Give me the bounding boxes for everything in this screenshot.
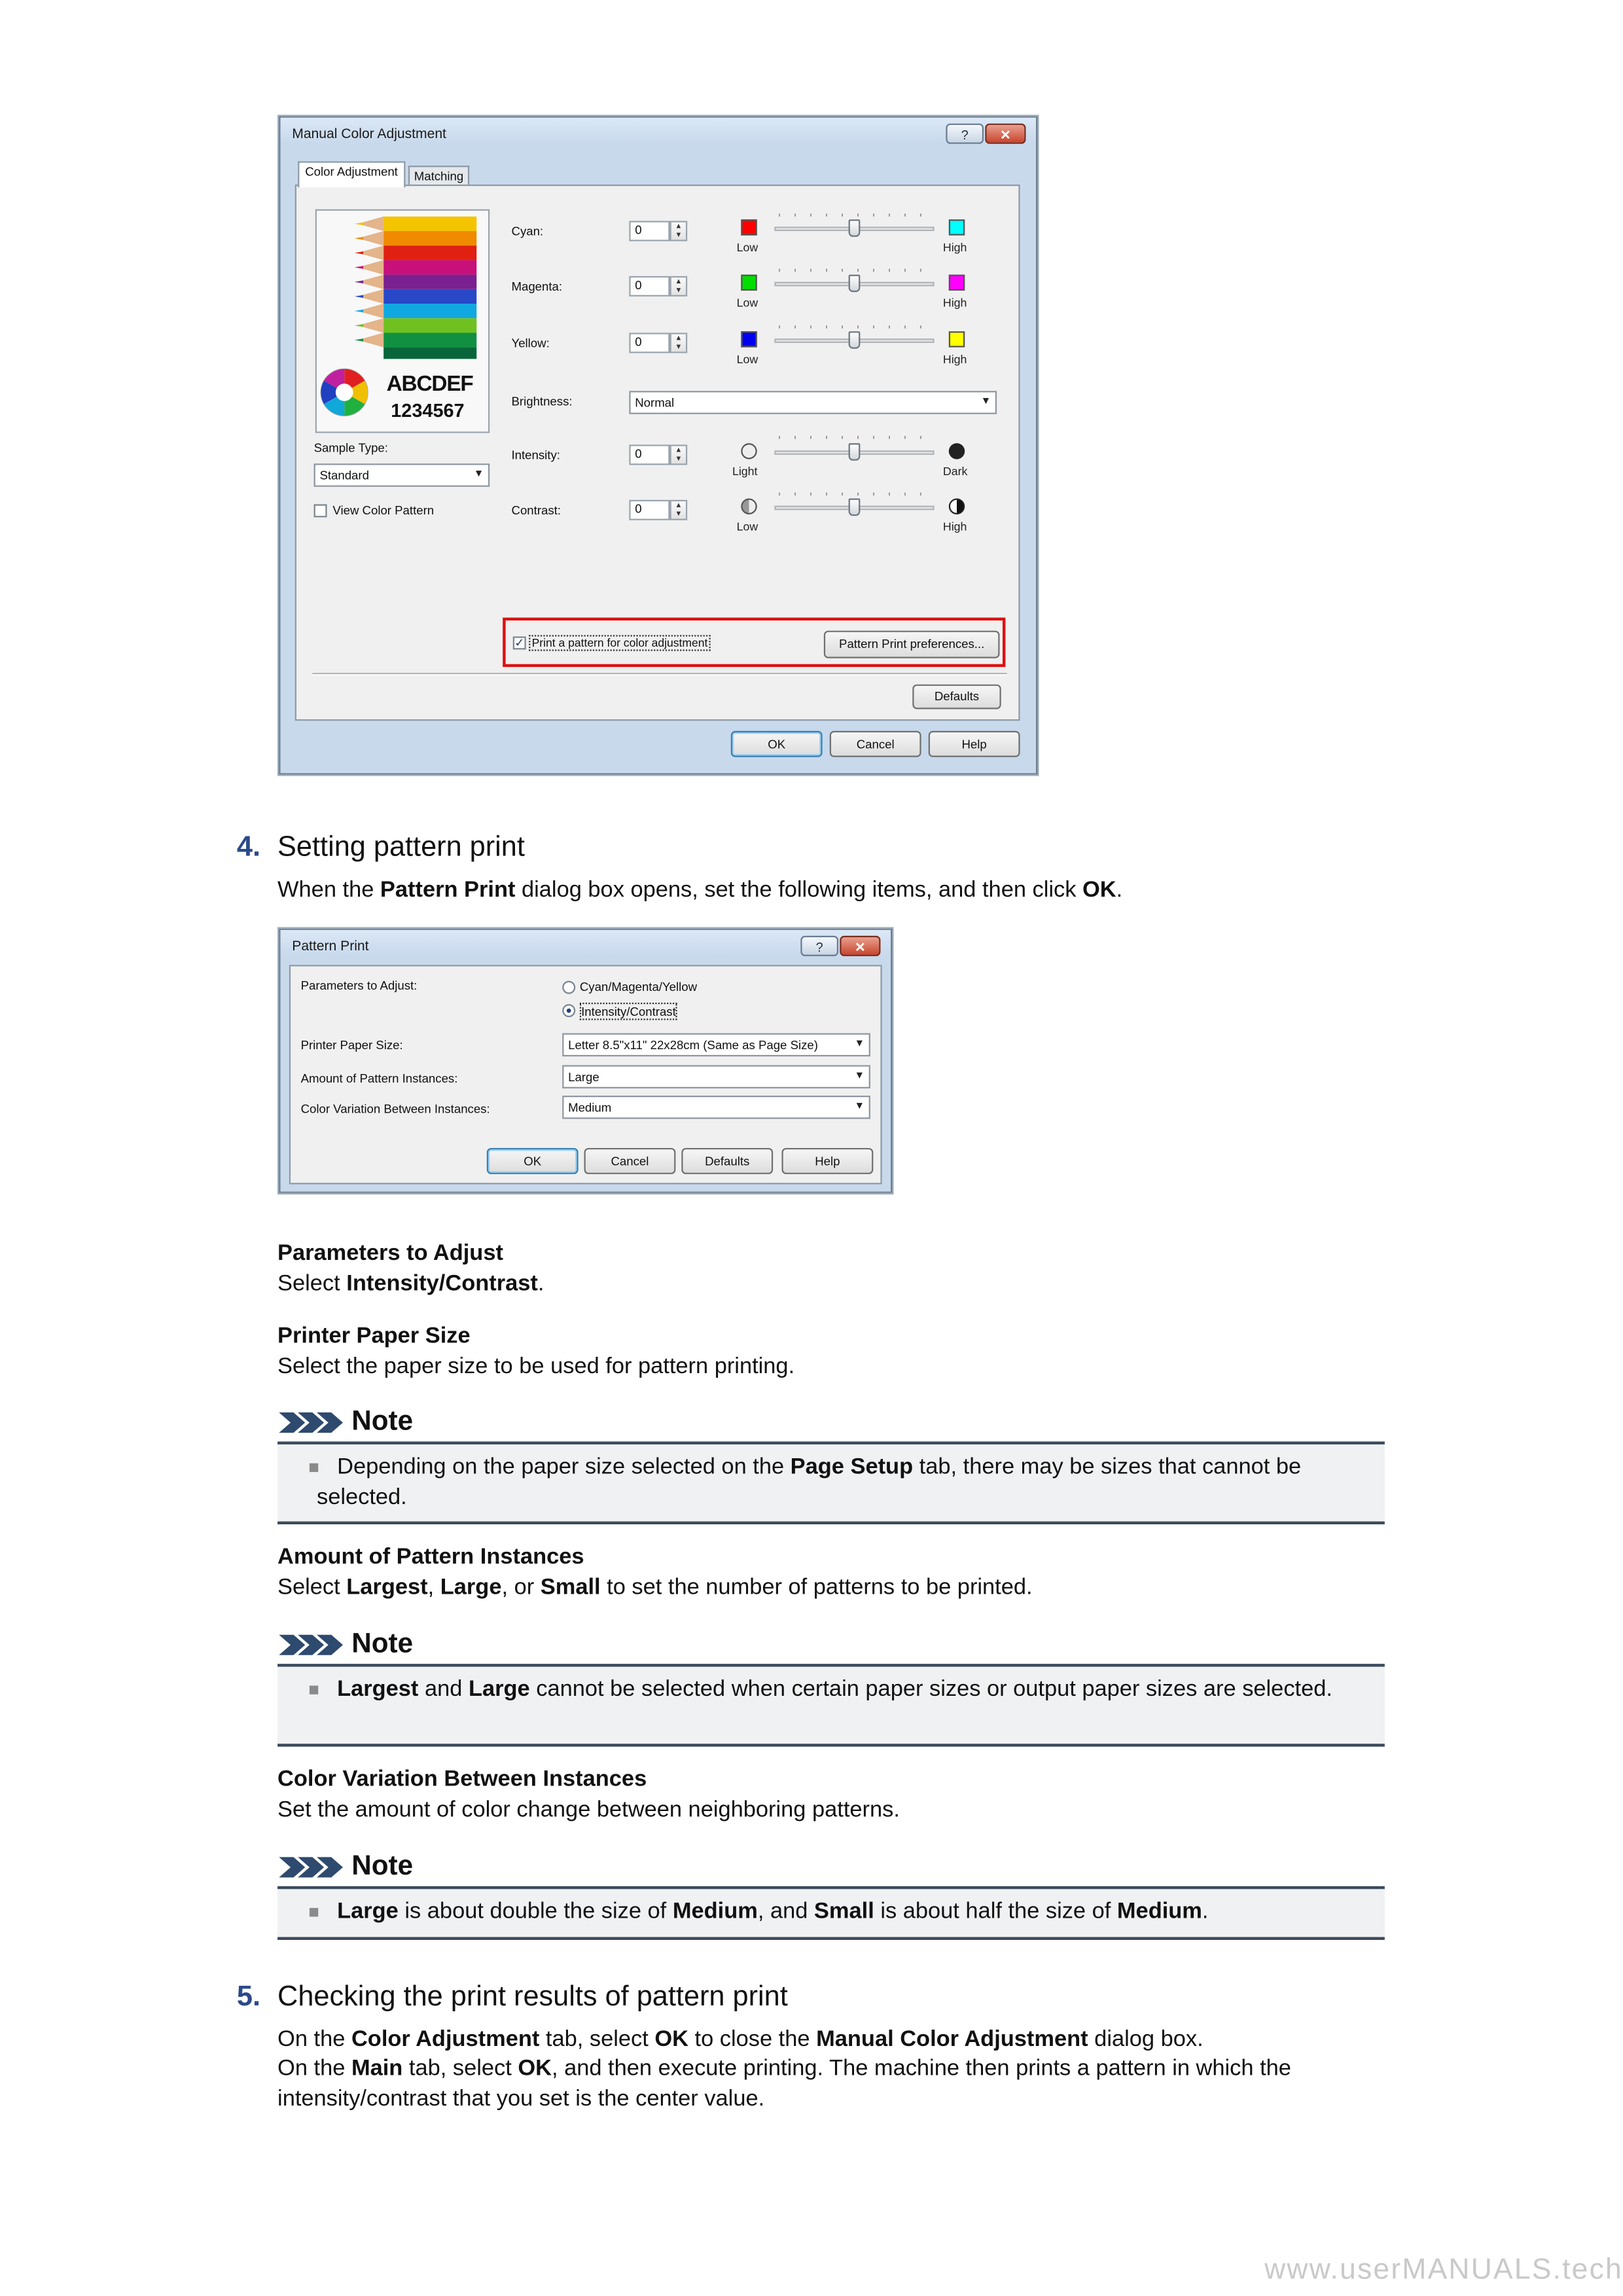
print-pattern-label: Print a pattern for color adjustment (529, 635, 711, 651)
cyan-spinner[interactable]: ▲ ▼ (670, 221, 688, 241)
step5-line1: On the Color Adjustment tab, select OK to close the Manual Color Adjustment dialog box. (277, 2027, 1204, 2052)
contrast-value-field[interactable]: 0 (629, 500, 669, 520)
cyan-label: Cyan: (511, 223, 544, 239)
cyan-low-label: Low (736, 241, 758, 255)
step4-intro: When the Pattern Print dialog box opens, set the following items, and then click OK. (277, 878, 1123, 903)
cyan-slider-ticks (779, 213, 933, 216)
yellow-value-field[interactable]: 0 (629, 332, 669, 353)
pattern-help-button[interactable]: Help (781, 1148, 873, 1174)
intensity-value-field[interactable]: 0 (629, 444, 669, 465)
magenta-low-swatch (741, 275, 757, 291)
yellow-high-swatch (949, 331, 965, 347)
note-text: Largest and Large cannot be selected when certain paper sizes or output paper sizes are selected. (337, 1677, 1332, 1702)
step4-title: Setting pattern print (277, 831, 525, 863)
close-caption-button[interactable]: ✕ (985, 124, 1026, 144)
intensity-spinner[interactable]: ▲ ▼ (670, 444, 688, 465)
radio-cyan-magenta-yellow-label: Cyan/Magenta/Yellow (579, 979, 698, 994)
contrast-low-icon (741, 499, 757, 514)
note-arrows-icon (279, 1410, 346, 1436)
amount-select[interactable]: Large ▼ (562, 1065, 870, 1088)
pattern-dialog-title: Pattern Print (292, 939, 369, 955)
watermark: www.userMANUALS.tech (1264, 2253, 1623, 2286)
paper-size-label: Printer Paper Size: (300, 1037, 403, 1052)
print-pattern-checkbox[interactable]: ✓ (513, 636, 526, 649)
step5-title: Checking the print results of pattern print (277, 1981, 788, 2013)
view-color-pattern-checkbox[interactable] (314, 504, 327, 517)
note-box (277, 1886, 1385, 1940)
pattern-cancel-button[interactable]: Cancel (584, 1148, 676, 1174)
radio-intensity-contrast[interactable] (562, 1004, 575, 1017)
chevron-down-icon: ▼ (854, 1101, 865, 1112)
cyan-value-field[interactable]: 0 (629, 221, 669, 241)
contrast-low-label: Low (736, 520, 758, 533)
note-text: Large is about double the size of Medium, and Small is about half the size of Medium. (337, 1899, 1209, 1924)
contrast-high-label: High (942, 520, 967, 533)
sample-preview (315, 209, 490, 433)
magenta-label: Magenta: (511, 279, 563, 294)
dialog-title: Manual Color Adjustment (292, 126, 446, 143)
sample-type-select[interactable]: Standard ▼ (314, 463, 490, 487)
note-title: Note (351, 1851, 414, 1882)
magenta-high-label: High (942, 296, 967, 310)
contrast-slider-ticks (779, 493, 933, 495)
note-title: Note (351, 1628, 414, 1660)
cyan-high-label: High (942, 241, 967, 255)
pattern-print-preferences-button[interactable]: Pattern Print preferences... (824, 631, 1000, 658)
pattern-defaults-button[interactable]: Defaults (681, 1148, 773, 1174)
intensity-high-label: Dark (942, 465, 968, 478)
ok-button[interactable]: OK (731, 731, 823, 757)
paper-size-select[interactable]: Letter 8.5"x11" 22x28cm (Same as Page Size) ▼ (562, 1033, 870, 1057)
amount-text: Select Largest, Large, or Small to set the number of patterns to be printed. (277, 1575, 1033, 1600)
brightness-select[interactable]: Normal ▼ (629, 391, 997, 414)
paper-heading: Printer Paper Size (277, 1323, 471, 1349)
chevron-down-icon: ▼ (854, 1039, 865, 1049)
light-circle-icon (741, 443, 757, 459)
radio-cyan-magenta-yellow[interactable] (562, 981, 575, 994)
variation-label: Color Variation Between Instances: (300, 1101, 490, 1117)
intensity-label: Intensity: (511, 447, 560, 463)
yellow-low-label: Low (736, 353, 758, 367)
magenta-low-label: Low (736, 296, 758, 310)
magenta-slider-ticks (779, 269, 933, 272)
help-caption-button[interactable]: ? (800, 936, 838, 956)
dark-circle-icon (949, 443, 965, 459)
pattern-print-dialog (279, 929, 892, 1193)
variation-select[interactable]: Medium ▼ (562, 1096, 870, 1119)
intensity-low-label: Light (732, 465, 758, 478)
chevron-down-icon: ▼ (473, 469, 484, 480)
contrast-high-icon (949, 499, 965, 514)
color-wheel-icon (321, 369, 368, 416)
chevron-down-icon: ▼ (980, 397, 991, 407)
yellow-slider-thumb[interactable] (849, 331, 861, 349)
help-button[interactable]: Help (929, 731, 1020, 757)
intensity-slider-ticks (779, 436, 933, 439)
amount-heading: Amount of Pattern Instances (277, 1545, 584, 1570)
yellow-spinner[interactable]: ▲ ▼ (670, 332, 688, 353)
note-box (277, 1441, 1385, 1524)
variation-heading: Color Variation Between Instances (277, 1767, 647, 1792)
note-box (277, 1664, 1385, 1747)
cyan-high-swatch (949, 219, 965, 235)
brightness-label: Brightness: (511, 393, 573, 408)
note-title: Note (351, 1407, 414, 1437)
intensity-slider-thumb[interactable] (849, 443, 861, 461)
yellow-low-swatch (741, 331, 757, 347)
yellow-slider-ticks (779, 325, 933, 328)
pattern-ok-button[interactable]: OK (487, 1148, 579, 1174)
params-label: Parameters to Adjust: (300, 978, 418, 993)
params-heading: Parameters to Adjust (277, 1241, 503, 1266)
paper-text: Select the paper size to be used for pattern printing. (277, 1354, 795, 1379)
radio-intensity-contrast-label: Intensity/Contrast (580, 1003, 677, 1020)
magenta-value-field[interactable]: 0 (629, 276, 669, 296)
sample-type-label: Sample Type: (313, 440, 388, 455)
contrast-label: Contrast: (511, 503, 561, 518)
cancel-button[interactable]: Cancel (830, 731, 921, 757)
preview-text-letters: ABCDEF (386, 372, 473, 397)
note-arrows-icon (279, 1632, 346, 1658)
yellow-label: Yellow: (511, 335, 550, 351)
amount-label: Amount of Pattern Instances: (300, 1071, 458, 1086)
view-color-pattern-label: View Color Pattern (332, 503, 435, 518)
contrast-slider-thumb[interactable] (849, 499, 861, 516)
note-arrows-icon (279, 1854, 346, 1880)
help-caption-button[interactable]: ? (946, 124, 984, 144)
tab-matching[interactable]: Matching (408, 166, 469, 187)
note-text: Depending on the paper size selected on the Page Setup tab, there may be sizes that cannot be selected. (317, 1454, 1302, 1509)
tab-color-adjustment[interactable]: Color Adjustment (298, 161, 405, 187)
close-caption-button[interactable]: ✕ (840, 936, 880, 956)
variation-text: Set the amount of color change between neighboring patterns. (277, 1797, 900, 1823)
contrast-spinner[interactable]: ▲ ▼ (670, 500, 688, 520)
params-text: Select Intensity/Contrast. (277, 1271, 544, 1297)
cyan-low-swatch (741, 219, 757, 235)
yellow-high-label: High (942, 353, 967, 367)
magenta-high-swatch (949, 275, 965, 291)
step4-number: 4. (236, 831, 261, 863)
cyan-slider-thumb[interactable] (849, 219, 861, 237)
chevron-down-icon: ▼ (854, 1071, 865, 1081)
preview-text-digits: 1234567 (391, 399, 465, 422)
manual-color-adjustment-dialog (279, 117, 1037, 775)
magenta-slider-thumb[interactable] (849, 275, 861, 293)
magenta-spinner[interactable]: ▲ ▼ (670, 276, 688, 296)
defaults-button[interactable]: Defaults (912, 685, 1001, 709)
separator-line (312, 673, 1007, 675)
step5-line2: On the Main tab, select OK, and then execute printing. The machine then prints a pattern in which the intensity/contrast that you set is the center value. (277, 2056, 1291, 2111)
step5-number: 5. (236, 1981, 261, 2013)
